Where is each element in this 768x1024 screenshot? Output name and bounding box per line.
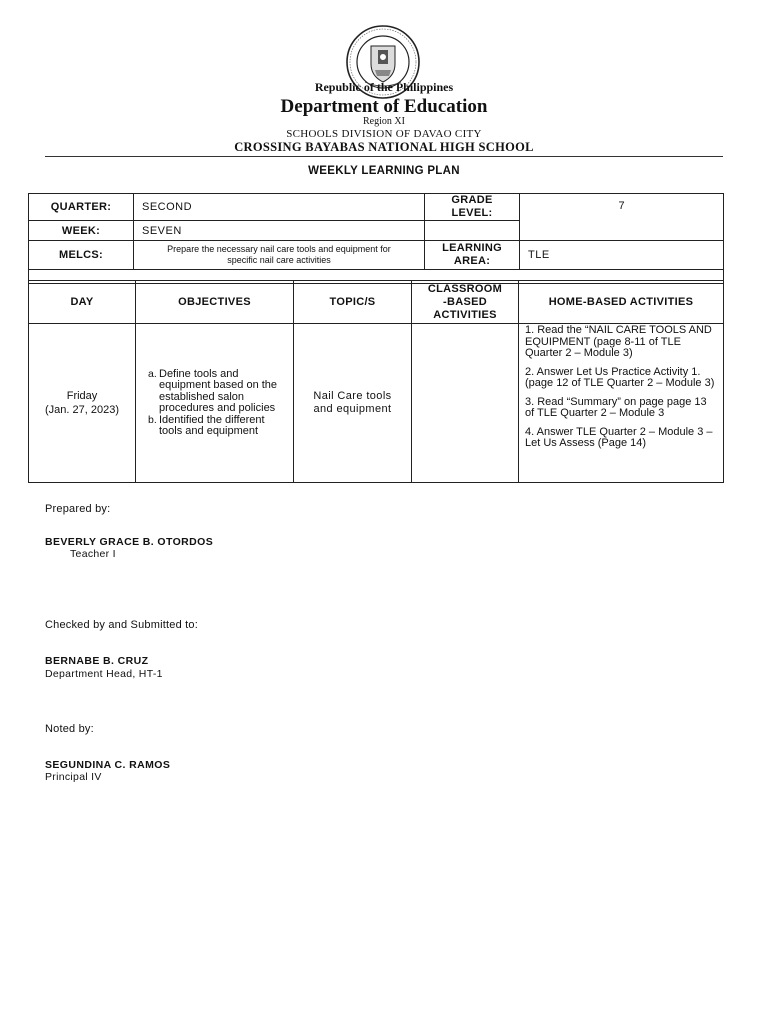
- melcs-line1: Prepare the necessary nail care tools and equipment for: [167, 244, 391, 254]
- objective-text: Identified the different tools and equipment: [159, 413, 265, 437]
- header-divider: [45, 156, 723, 157]
- day-name: Friday: [66, 390, 98, 402]
- objectives-cell: [136, 324, 294, 483]
- classroom-header-line3: ACTIVITIES: [433, 308, 497, 321]
- classroom-cell: [412, 324, 519, 483]
- classroom-header: [412, 281, 519, 324]
- quarter-label: QUARTER:: [29, 194, 134, 221]
- noted-label: Noted by:: [45, 723, 94, 735]
- melcs-line2: specific nail care activities: [227, 255, 331, 265]
- week-empty-cell: [425, 221, 520, 241]
- plan-table: [28, 280, 724, 483]
- melcs-label: MELCS:: [29, 241, 134, 270]
- school-heading: CROSSING BAYABAS NATIONAL HIGH SCHOOL: [234, 140, 534, 154]
- list-item: 4. Answer TLE Quarter 2 – Module 3 – Let Us Assess (Page 14): [525, 425, 713, 449]
- info-table: [28, 193, 724, 284]
- grade-label-line2: LEVEL:: [451, 207, 493, 219]
- area-label-line2: AREA:: [453, 255, 491, 267]
- noted-position: Principal IV: [45, 771, 102, 783]
- list-item: [148, 369, 289, 415]
- department-heading: Department of Education: [280, 96, 488, 117]
- day-date: (Jan. 27, 2023): [45, 404, 119, 416]
- classroom-header-line1: CLASSROOM: [427, 282, 503, 295]
- home-cell: [519, 324, 724, 483]
- list-item: 1. Read the “NAIL CARE TOOLS AND EQUIPMENT (page 8-11 of TLE Quarter 2 – Module 3): [525, 324, 712, 359]
- objective-text: Define tools and equipment based on the established salon procedures and policies: [159, 367, 278, 414]
- republic-heading: Republic of the Philippines: [314, 80, 454, 94]
- learning-area-label: [425, 241, 520, 270]
- classroom-header-line2: -BASED: [443, 295, 487, 308]
- grade-level-label: [425, 194, 520, 221]
- area-label-line1: LEARNING: [442, 242, 502, 254]
- day-cell: [29, 324, 136, 483]
- topic-line2: and equipment: [313, 403, 392, 415]
- melcs-value: [134, 241, 425, 270]
- grade-value: 7: [520, 194, 724, 241]
- home-header: HOME-BASED ACTIVITIES: [519, 281, 724, 324]
- topic-line1: Nail Care tools: [313, 390, 392, 402]
- objective-marker: b.: [148, 413, 157, 426]
- quarter-value: SECOND: [134, 194, 425, 221]
- objective-marker: a.: [148, 367, 157, 380]
- checked-position: Department Head, HT-1: [45, 668, 163, 680]
- grade-label-line1: GRADE: [451, 194, 493, 206]
- learning-area-value: TLE: [520, 241, 724, 270]
- prepared-position: Teacher I: [70, 548, 116, 560]
- table-row: [29, 324, 724, 483]
- week-label: WEEK:: [29, 221, 134, 241]
- checked-name: BERNABE B. CRUZ: [45, 655, 149, 667]
- division-heading: SCHOOLS DIVISION OF DAVAO CITY: [286, 128, 482, 140]
- prepared-label: Prepared by:: [45, 503, 111, 515]
- week-value: SEVEN: [134, 221, 425, 241]
- prepared-name: BEVERLY GRACE B. OTORDOS: [45, 536, 214, 548]
- topic-header: TOPIC/S: [294, 281, 412, 324]
- objectives-header: OBJECTIVES: [136, 281, 294, 324]
- list-item: [148, 415, 289, 438]
- checked-label: Checked by and Submitted to:: [45, 619, 198, 631]
- region-heading: Region XI: [363, 116, 405, 127]
- topic-cell: [294, 324, 412, 483]
- day-header: DAY: [29, 281, 136, 324]
- noted-name: SEGUNDINA C. RAMOS: [45, 759, 171, 771]
- plan-title: WEEKLY LEARNING PLAN: [308, 165, 460, 177]
- list-item: 3. Read “Summary” on page page 13 of TLE Quarter 2 – Module 3: [525, 395, 707, 419]
- list-item: 2. Answer Let Us Practice Activity 1. (page 12 of TLE Quarter 2 – Module 3): [525, 365, 715, 389]
